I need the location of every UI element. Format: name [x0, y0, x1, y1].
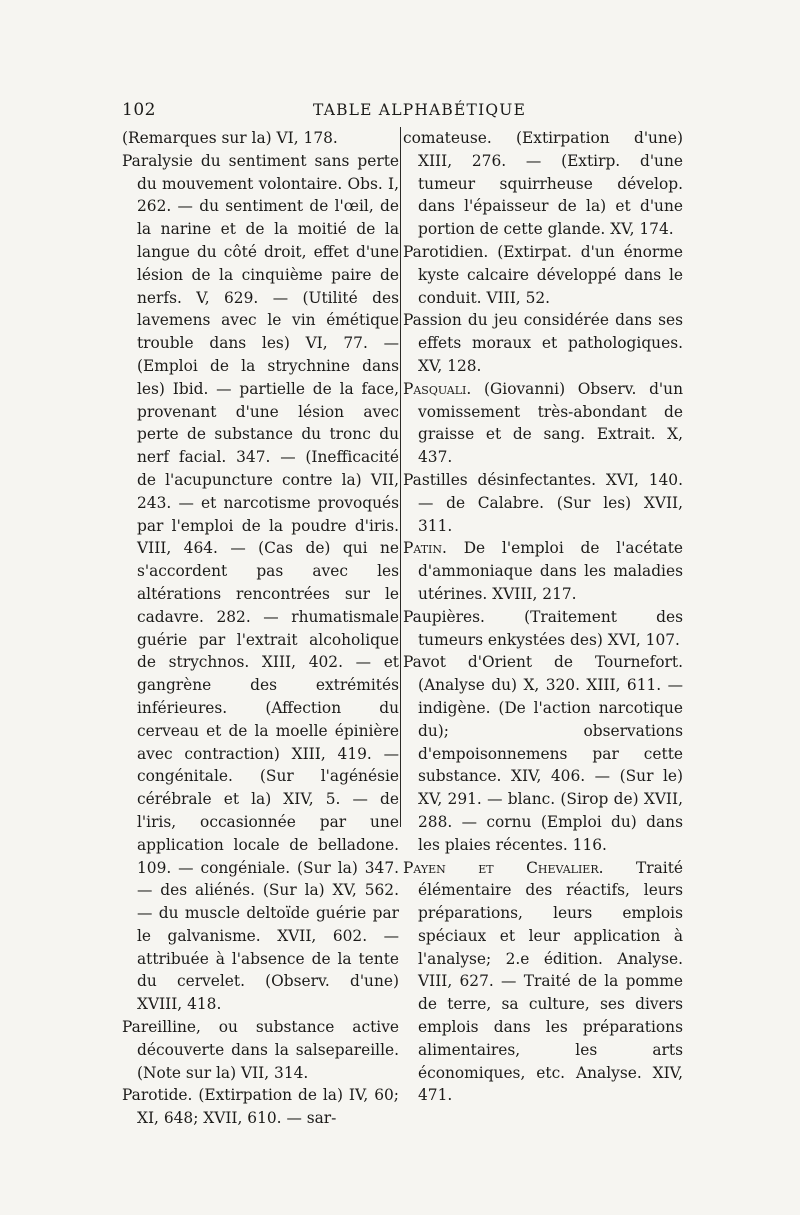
running-title: TABLE ALPHABÉTIQUE [313, 101, 527, 119]
index-entry [403, 378, 683, 469]
index-entry [403, 309, 683, 377]
index-entry [403, 857, 683, 1108]
entry-text: Pastilles désinfectantes. XVI, 140. — de Calabre. (Sur les) XVII, 311. [403, 470, 683, 535]
index-entry [403, 537, 683, 605]
entry-text: (Remarques sur la) VI, 178. [122, 129, 338, 147]
right-column [403, 127, 683, 1107]
index-entry [122, 1084, 399, 1130]
entry-text: comateuse. (Extirpation d'une) XIII, 276. — (Extirp. d'une tumeur squirrheuse dévelop. dans l'épaisseur de la) et d'une portion de cette glande. XV, 174. [403, 129, 683, 239]
entry-text: Traité élémentaire des réactifs, leurs préparations, leurs emplois spéciaux et leur application à l'analyse; 2.e édition. Analyse. VIII, 627. — Traité de la pomme de terre, sa culture, ses divers emplois dans les préparations alimentaires, les arts économiques, etc. Analyse. XIV, 471. [418, 858, 683, 1105]
index-entry [403, 469, 683, 537]
entry-lead: Patin. [403, 539, 447, 558]
column-divider [400, 127, 401, 827]
entry-lead: Pasquali. [403, 379, 472, 398]
index-entry [403, 241, 683, 309]
entry-text: Parotidien. (Extirpat. d'un énorme kyste calcaire développé dans le conduit. VIII, 52. [403, 242, 683, 307]
index-entry [122, 150, 399, 1016]
left-column [122, 127, 399, 1130]
page-header [122, 100, 682, 120]
entry-text: Parotide. (Extirpation de la) IV, 60; XI, 648; XVII, 610. — sar- [122, 1086, 399, 1128]
index-entry [403, 651, 683, 856]
entry-text: Pareilline, ou substance active découverte dans la salsepareille. (Note sur la) VII, 314. [122, 1018, 399, 1082]
index-entry [403, 606, 683, 652]
entry-text: Passion du jeu considérée dans ses effets moraux et pathologiques. XV, 128. [403, 311, 683, 375]
entry-text: Pavot d'Orient de Tournefort. (Analyse du) X, 320. XIII, 611. — indigène. (De l'action narcotique du); observations d'empoisonnemens par cette substance. XIV, 406. — (Sur le) XV, 291. — blanc. (Sirop de) XVII, 288. — cornu (Emploi du) dans les plaies récentes. 116. [403, 653, 683, 854]
entry-lead: Payen et Chevalier. [403, 858, 604, 877]
page-number: 102 [122, 100, 156, 120]
entry-text: Paupières. (Traitement des tumeurs enkystées des) XVI, 107. [403, 607, 683, 649]
entry-text: (Giovanni) Observ. d'un vomissement très-abondant de graisse et de sang. Extrait. X, 437. [418, 379, 683, 467]
entry-text: Paralysie du sentiment sans perte du mouvement volontaire. Obs. I, 262. — du sentiment de l'œil, de la narine et de la moitié de la langue du côté droit, effet d'une lésion de la cinquième paire de nerfs. V, 629. — (Utilité des lavemens avec le vin émétique trouble dans les) VI, 77. — (Emploi de la strychnine dans les) Ibid. — partielle de la face, provenant d'une lésion avec perte de substance du tronc du nerf facial. 347. — (Inefficacité de l'acupuncture contre la) VII, 243. — et narcotisme provoqués par l'emploi de la poudre d'iris. VIII, 464. — (Cas de) qui ne s'accordent pas avec les altérations rencontrées sur le cadavre. 282. — rhumatismale guérie par l'extrait alcoholique de strychnos. XIII, 402. — et gangrène des extrémités inférieures. (Affection du cerveau et de la moelle épinière avec contraction) XIII, 419. — congénitale. (Sur l'agénésie cérébrale et la) XIV, 5. — de l'iris, occasionnée par une application locale de belladone. 109. — congéniale. (Sur la) 347. — des aliénés. (Sur la) XV, 562. — du muscle deltoïde guérie par le galvanisme. XVII, 602. — attribuée à l'absence de la tente du cervelet. (Observ. d'une) XVIII, 418. [122, 151, 399, 1014]
index-entry [122, 127, 399, 150]
index-entry [403, 127, 683, 241]
index-entry [122, 1016, 399, 1084]
entry-text: De l'emploi de l'acétate d'ammoniaque dans les maladies utérines. XVIII, 217. [418, 539, 683, 603]
